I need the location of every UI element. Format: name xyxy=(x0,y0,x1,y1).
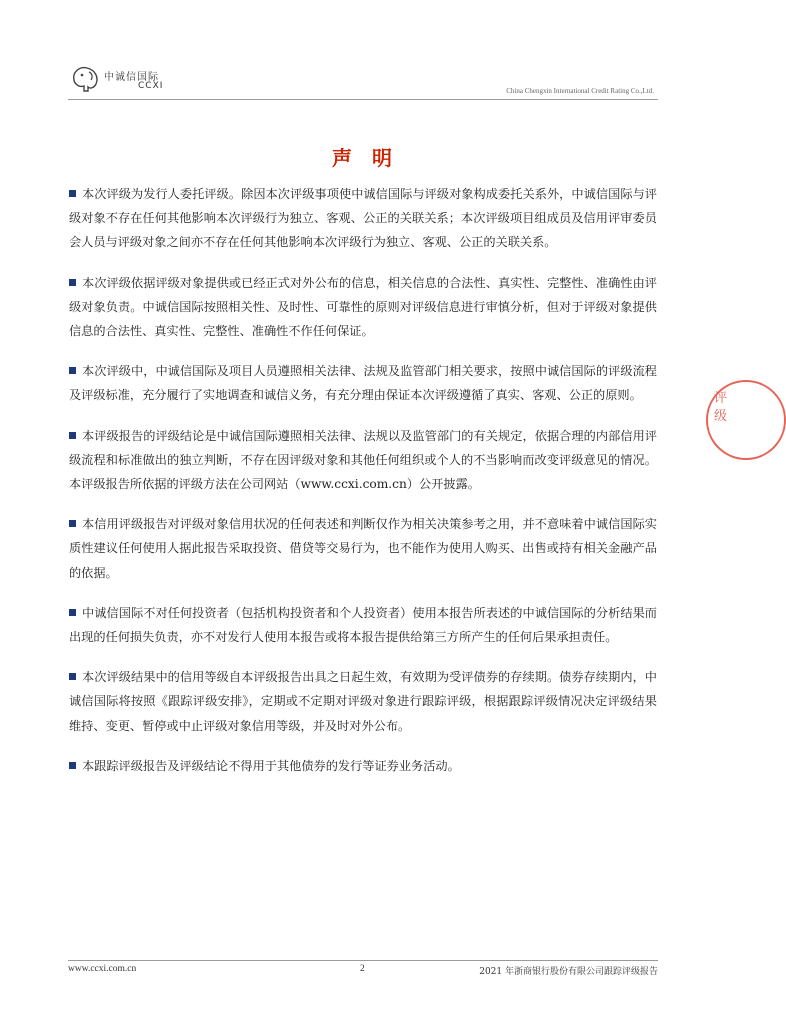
footer-page-number: 2 xyxy=(360,964,365,974)
footer-website: www.ccxi.com.cn xyxy=(68,964,137,974)
seal-text: 评级 xyxy=(714,391,728,424)
logo-en-text: CCXI xyxy=(138,81,164,91)
page-footer xyxy=(68,964,658,980)
company-name-en: China Chengxin International Credit Rating Co.,Ltd. xyxy=(506,87,654,95)
declaration-paragraph-6: 中诚信国际不对任何投资者（包括机构投资者和个人投资者）使用本报告所表述的中诚信国际的分析结果而出现的任何损失负责，亦不对发行人使用本报告或将本报告提供给第三方所产生的任何后果承担责任。 xyxy=(69,605,657,645)
footer-report-title: 2021 年浙商银行股份有限公司跟踪评级报告 xyxy=(479,967,658,977)
square-bullet-icon xyxy=(69,279,76,286)
company-seal xyxy=(706,380,786,460)
header-divider xyxy=(68,99,658,100)
square-bullet-icon xyxy=(69,190,76,197)
square-bullet-icon xyxy=(69,367,76,374)
square-bullet-icon xyxy=(69,432,76,439)
ccxi-logo xyxy=(68,60,178,100)
declaration-paragraph-2: 本次评级依据评级对象提供或已经正式对外公布的信息，相关信息的合法性、真实性、完整性、准确性由评级对象负责。中诚信国际按照相关性、及时性、可靠性的原则对评级信息进行审慎分析，但对于评级对象提供信息的合法性、真实性、完整性、准确性不作任何保证。 xyxy=(69,275,657,339)
page-title: 声明 xyxy=(332,146,412,170)
declaration-paragraph-4: 本评级报告的评级结论是中诚信国际遵照相关法律、法规以及监管部门的有关规定，依据合理的内部信用评级流程和标准做出的独立判断，不存在因评级对象和其他任何组织或个人的不当影响而改变评级意见的情况。本评级报告所依据的评级方法在公司网站（www.ccxi.com.cn）公开披露。 xyxy=(69,428,657,492)
square-bullet-icon xyxy=(69,762,76,769)
declaration-body xyxy=(69,182,657,794)
declaration-paragraph-1: 本次评级为发行人委托评级。除因本次评级事项使中诚信国际与评级对象构成委托关系外，中诚信国际与评级对象不存在任何其他影响本次评级行为独立、客观、公正的关联关系；本次评级项目组成员及信用评审委员会人员与评级对象之间亦不存在任何其他影响本次评级行为独立、客观、公正的关联关系。 xyxy=(69,187,657,250)
declaration-paragraph-7: 本次评级结果中的信用等级自本评级报告出具之日起生效，有效期为受评债券的存续期。债券存续期内，中诚信国际将按照《跟踪评级安排》，定期或不定期对评级对象进行跟踪评级，根据跟踪评级情况决定评级结果维持、变更、暂停或中止评级对象信用等级，并及时对外公布。 xyxy=(69,670,657,733)
logo-cn-text: 中诚信国际 xyxy=(104,72,159,83)
declaration-paragraph-3: 本次评级中，中诚信国际及项目人员遵照相关法律、法规及监管部门相关要求，按照中诚信国际的评级流程及评级标准，充分履行了实地调查和诚信义务，有充分理由保证本次评级遵循了真实、客观、公正的原则。 xyxy=(69,364,657,403)
square-bullet-icon xyxy=(69,673,76,680)
footer-divider xyxy=(68,960,658,961)
page-header xyxy=(0,0,724,110)
declaration-paragraph-5: 本信用评级报告对评级对象信用状况的任何表述和判断仅作为相关决策参考之用，并不意味着中诚信国际实质性建议任何使用人据此报告采取投资、借贷等交易行为，也不能作为使用人购买、出售或持有相关金融产品的依据。 xyxy=(69,517,657,580)
square-bullet-icon xyxy=(69,609,76,616)
declaration-paragraph-8: 本跟踪评级报告及评级结论不得用于其他债券的发行等证券业务活动。 xyxy=(69,754,657,778)
square-bullet-icon xyxy=(69,520,76,527)
elephant-logo-icon xyxy=(68,60,104,96)
